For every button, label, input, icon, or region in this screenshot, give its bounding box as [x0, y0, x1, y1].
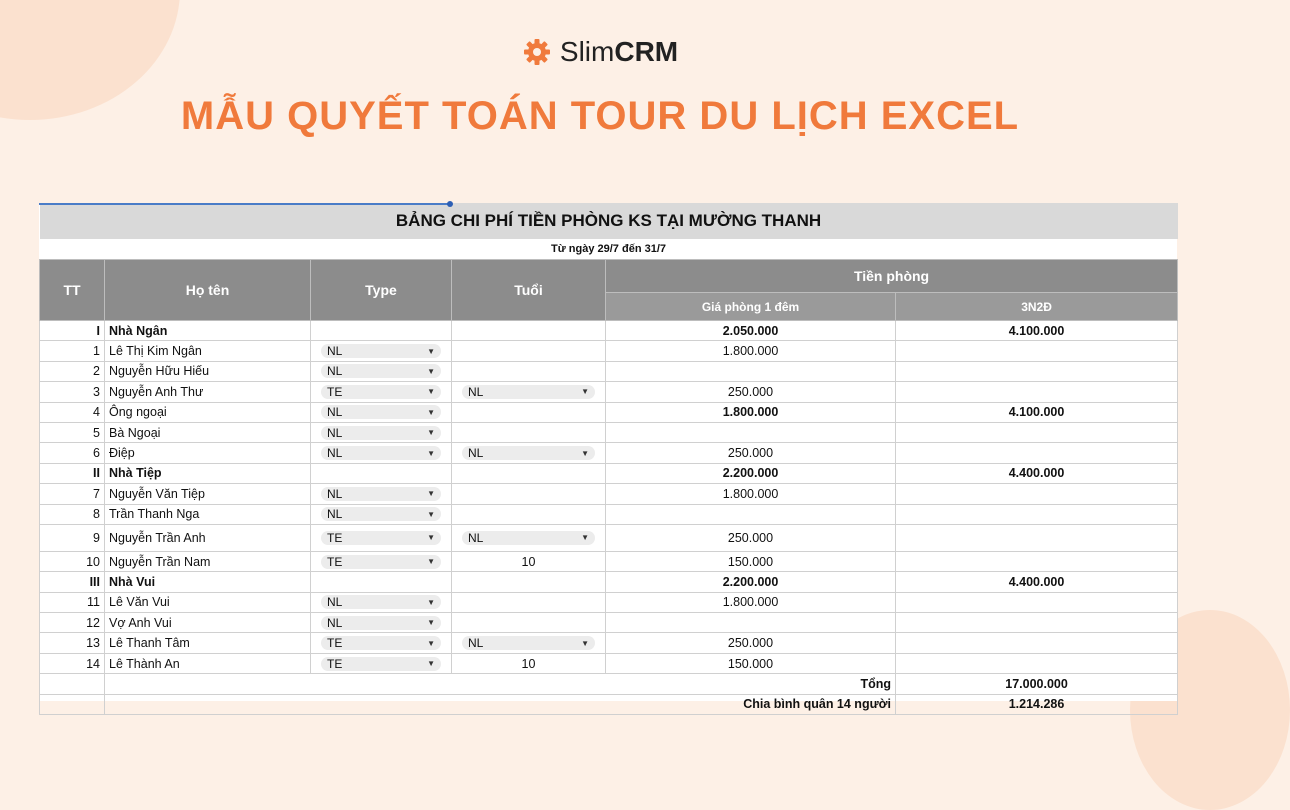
- brand-logo: [0, 36, 1200, 68]
- cell-tt[interactable]: 12: [40, 613, 105, 633]
- cell-name[interactable]: Nguyễn Trần Anh: [105, 524, 311, 551]
- cell-age[interactable]: [452, 341, 606, 361]
- table-row: [40, 402, 1178, 422]
- type-dropdown[interactable]: NL ▼: [321, 364, 441, 378]
- header-tt: TT: [40, 260, 105, 321]
- cell-total[interactable]: [896, 341, 1178, 361]
- caret-down-icon: ▼: [427, 557, 435, 567]
- cell-total[interactable]: 4.100.000: [896, 321, 1178, 341]
- table-row: [40, 484, 1178, 504]
- cell-type[interactable]: [311, 443, 452, 463]
- selection-line: [39, 203, 449, 205]
- caret-down-icon: ▼: [427, 489, 435, 499]
- cell-tt[interactable]: 2: [40, 361, 105, 381]
- table-row: [40, 633, 1178, 653]
- cell-name[interactable]: Vợ Anh Vui: [105, 613, 311, 633]
- type-dropdown[interactable]: TE ▼: [321, 531, 441, 545]
- cell-total[interactable]: [896, 382, 1178, 402]
- cell-age[interactable]: [452, 361, 606, 381]
- sheet-title: BẢNG CHI PHÍ TIỀN PHÒNG KS TẠI MƯỜNG THANH: [40, 203, 1178, 239]
- cell-total[interactable]: 4.100.000: [896, 402, 1178, 422]
- cell-price[interactable]: 250.000: [606, 633, 896, 653]
- group-row: [40, 572, 1178, 592]
- cell-price[interactable]: 2.200.000: [606, 572, 896, 592]
- cell-name[interactable]: Lê Văn Vui: [105, 592, 311, 612]
- caret-down-icon: ▼: [427, 428, 435, 438]
- cell-type[interactable]: [311, 463, 452, 483]
- cell-name[interactable]: Bà Ngoại: [105, 422, 311, 442]
- cell-age[interactable]: [452, 572, 606, 592]
- caret-down-icon: ▼: [427, 387, 435, 397]
- cell-total[interactable]: [896, 361, 1178, 381]
- brand-name: SlimCRM: [559, 36, 679, 67]
- cell-total[interactable]: [896, 633, 1178, 653]
- type-dropdown[interactable]: TE ▼: [321, 636, 441, 650]
- type-dropdown[interactable]: NL ▼: [321, 344, 441, 358]
- cell-type[interactable]: [311, 484, 452, 504]
- cell-type[interactable]: [311, 572, 452, 592]
- caret-down-icon: ▼: [581, 448, 589, 458]
- cell-total[interactable]: 4.400.000: [896, 463, 1178, 483]
- cell-price[interactable]: 2.050.000: [606, 321, 896, 341]
- cell-age[interactable]: 10: [452, 551, 606, 571]
- cell-age[interactable]: [452, 422, 606, 442]
- caret-down-icon: ▼: [427, 346, 435, 356]
- cell-age[interactable]: 10: [452, 653, 606, 673]
- cell-tt[interactable]: I: [40, 321, 105, 341]
- cell-tt[interactable]: 4: [40, 402, 105, 422]
- table-row: [40, 443, 1178, 463]
- total-label[interactable]: Tổng: [105, 674, 896, 694]
- page-title: MẪU QUYẾT TOÁN TOUR DU LỊCH EXCEL: [180, 94, 1020, 138]
- cell-age[interactable]: [452, 443, 606, 463]
- cell-price[interactable]: 250.000: [606, 443, 896, 463]
- cell-total[interactable]: [896, 653, 1178, 673]
- cell-name[interactable]: Nguyễn Hữu Hiếu: [105, 361, 311, 381]
- caret-down-icon: ▼: [427, 509, 435, 519]
- type-dropdown[interactable]: TE ▼: [321, 657, 441, 671]
- type-dropdown[interactable]: NL ▼: [321, 405, 441, 419]
- cell-price[interactable]: 250.000: [606, 524, 896, 551]
- total-value[interactable]: 17.000.000: [896, 674, 1178, 694]
- cell-type[interactable]: [311, 422, 452, 442]
- average-row: [40, 694, 1178, 714]
- table-row: [40, 341, 1178, 361]
- cell-age[interactable]: [452, 321, 606, 341]
- caret-down-icon: ▼: [581, 533, 589, 543]
- cell-name[interactable]: Lê Thanh Tâm: [105, 633, 311, 653]
- caret-down-icon: ▼: [427, 618, 435, 628]
- cell-age[interactable]: [452, 382, 606, 402]
- header-per-night: Giá phòng 1 đêm: [606, 293, 896, 321]
- cell-name[interactable]: Điệp: [105, 443, 311, 463]
- cell-name[interactable]: Lê Thành An: [105, 653, 311, 673]
- cell-tt[interactable]: II: [40, 463, 105, 483]
- caret-down-icon: ▼: [427, 366, 435, 376]
- table-row: [40, 524, 1178, 551]
- header-room: Tiền phòng: [606, 260, 1178, 293]
- cell-total[interactable]: [896, 613, 1178, 633]
- cell-name[interactable]: Lê Thị Kim Ngân: [105, 341, 311, 361]
- cell-tt[interactable]: 7: [40, 484, 105, 504]
- cell-age[interactable]: [452, 402, 606, 422]
- cell-price[interactable]: 1.800.000: [606, 592, 896, 612]
- type-dropdown[interactable]: NL ▼: [321, 507, 441, 521]
- cell-tt[interactable]: 10: [40, 551, 105, 571]
- age-dropdown[interactable]: NL ▼: [462, 385, 595, 399]
- table-row: [40, 504, 1178, 524]
- cell-age[interactable]: [452, 484, 606, 504]
- cell-type[interactable]: [311, 592, 452, 612]
- cell-type[interactable]: [311, 341, 452, 361]
- cell-price[interactable]: 1.800.000: [606, 402, 896, 422]
- type-dropdown[interactable]: NL ▼: [321, 426, 441, 440]
- cell-tt[interactable]: 11: [40, 592, 105, 612]
- cell-empty: [40, 694, 105, 714]
- cell-tt[interactable]: 5: [40, 422, 105, 442]
- header-age: Tuổi: [452, 260, 606, 321]
- cell-tt[interactable]: 3: [40, 382, 105, 402]
- cell-name[interactable]: Trần Thanh Nga: [105, 504, 311, 524]
- average-value[interactable]: 1.214.286: [896, 694, 1178, 714]
- cell-tt[interactable]: 8: [40, 504, 105, 524]
- cell-type[interactable]: [311, 321, 452, 341]
- cell-age[interactable]: [452, 633, 606, 653]
- cell-type[interactable]: [311, 633, 452, 653]
- cell-name[interactable]: Nguyễn Văn Tiệp: [105, 484, 311, 504]
- cell-tt[interactable]: 6: [40, 443, 105, 463]
- cell-price[interactable]: 1.800.000: [606, 341, 896, 361]
- cell-name[interactable]: Nguyễn Anh Thư: [105, 382, 311, 402]
- cell-total[interactable]: 4.400.000: [896, 572, 1178, 592]
- cell-price[interactable]: 250.000: [606, 382, 896, 402]
- caret-down-icon: ▼: [427, 597, 435, 607]
- cell-total[interactable]: [896, 422, 1178, 442]
- cell-type[interactable]: [311, 361, 452, 381]
- type-dropdown[interactable]: TE ▼: [321, 555, 441, 569]
- cell-tt[interactable]: 9: [40, 524, 105, 551]
- average-label[interactable]: Chia bình quân 14 người: [105, 694, 896, 714]
- type-dropdown[interactable]: NL ▼: [321, 595, 441, 609]
- caret-down-icon: ▼: [427, 448, 435, 458]
- cell-tt[interactable]: 1: [40, 341, 105, 361]
- type-dropdown[interactable]: NL ▼: [321, 616, 441, 630]
- total-row: [40, 674, 1178, 694]
- cell-total[interactable]: [896, 443, 1178, 463]
- cell-total[interactable]: [896, 504, 1178, 524]
- cell-price[interactable]: 1.800.000: [606, 484, 896, 504]
- cell-total[interactable]: [896, 484, 1178, 504]
- group-row: [40, 463, 1178, 483]
- age-dropdown[interactable]: NL ▼: [462, 636, 595, 650]
- cell-age[interactable]: [452, 613, 606, 633]
- header-package: 3N2Đ: [896, 293, 1178, 321]
- gear-icon: [522, 37, 552, 67]
- cell-type[interactable]: [311, 402, 452, 422]
- table-row: [40, 422, 1178, 442]
- cell-price[interactable]: [606, 613, 896, 633]
- caret-down-icon: ▼: [427, 638, 435, 648]
- cell-type[interactable]: [311, 551, 452, 571]
- table-row: [40, 382, 1178, 402]
- table-row: [40, 592, 1178, 612]
- sheet-subtitle: Từ ngày 29/7 đến 31/7: [551, 243, 667, 255]
- cell-name[interactable]: Nhà Ngân: [105, 321, 311, 341]
- caret-down-icon: ▼: [427, 407, 435, 417]
- cell-tt[interactable]: III: [40, 572, 105, 592]
- cell-price[interactable]: 150.000: [606, 653, 896, 673]
- cell-tt[interactable]: 14: [40, 653, 105, 673]
- cost-table: [39, 203, 1178, 715]
- type-dropdown[interactable]: TE ▼: [321, 385, 441, 399]
- age-dropdown[interactable]: NL ▼: [462, 531, 595, 545]
- cell-type[interactable]: [311, 382, 452, 402]
- cell-price[interactable]: [606, 422, 896, 442]
- caret-down-icon: ▼: [427, 659, 435, 669]
- cell-price[interactable]: 2.200.000: [606, 463, 896, 483]
- cell-name[interactable]: Ông ngoại: [105, 402, 311, 422]
- cell-age[interactable]: [452, 463, 606, 483]
- spreadsheet: [39, 203, 1177, 712]
- cell-type[interactable]: [311, 504, 452, 524]
- cell-tt[interactable]: 13: [40, 633, 105, 653]
- cell-name[interactable]: Nhà Tiệp: [105, 463, 311, 483]
- type-dropdown[interactable]: NL ▼: [321, 487, 441, 501]
- cell-price[interactable]: [606, 504, 896, 524]
- cell-type[interactable]: [311, 653, 452, 673]
- cell-age[interactable]: [452, 504, 606, 524]
- group-row: [40, 321, 1178, 341]
- header-type: Type: [311, 260, 452, 321]
- cell-age[interactable]: [452, 524, 606, 551]
- age-dropdown[interactable]: NL ▼: [462, 446, 595, 460]
- cell-empty: [40, 674, 105, 694]
- table-row: [40, 551, 1178, 571]
- table-row: [40, 361, 1178, 381]
- cell-price[interactable]: [606, 361, 896, 381]
- table-row: [40, 653, 1178, 673]
- cell-type[interactable]: [311, 613, 452, 633]
- cell-total[interactable]: [896, 524, 1178, 551]
- table-row: [40, 613, 1178, 633]
- cell-name[interactable]: Nguyễn Trần Nam: [105, 551, 311, 571]
- caret-down-icon: ▼: [427, 533, 435, 543]
- cell-total[interactable]: [896, 592, 1178, 612]
- caret-down-icon: ▼: [581, 387, 589, 397]
- caret-down-icon: ▼: [581, 638, 589, 648]
- cell-name[interactable]: Nhà Vui: [105, 572, 311, 592]
- type-dropdown[interactable]: NL ▼: [321, 446, 441, 460]
- cell-price[interactable]: 150.000: [606, 551, 896, 571]
- selection-handle[interactable]: [447, 201, 453, 207]
- cell-type[interactable]: [311, 524, 452, 551]
- cell-total[interactable]: [896, 551, 1178, 571]
- cell-age[interactable]: [452, 592, 606, 612]
- header-name: Họ tên: [105, 260, 311, 321]
